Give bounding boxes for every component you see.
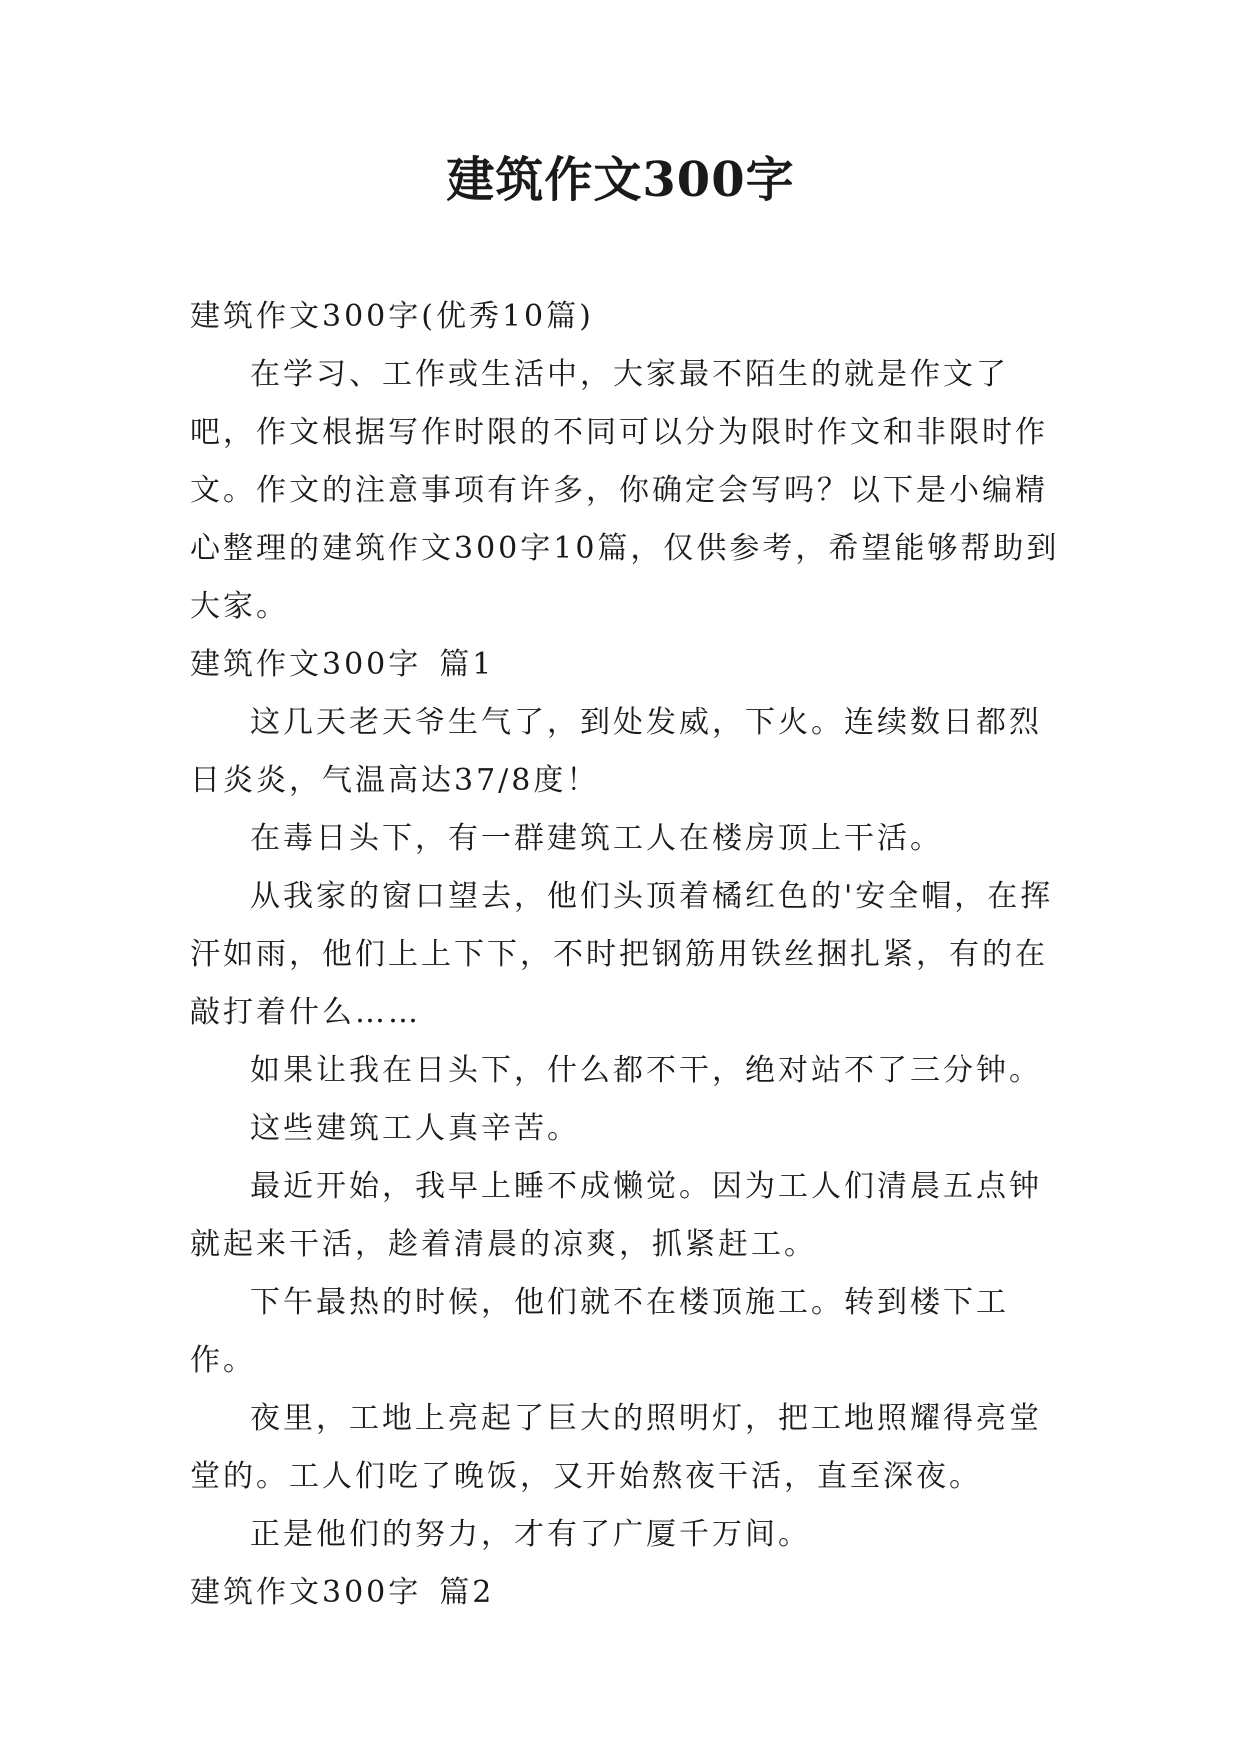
document-subtitle: 建筑作文300字(优秀10篇) xyxy=(190,299,594,334)
document-body xyxy=(190,288,1060,1622)
intro-paragraph: 在学习、工作或生活中，大家最不陌生的就是作文了吧，作文根据写作时限的不同可以分为限时作文和非限时作文。作文的注意事项有许多，你确定会写吗？以下是小编精心整理的建筑作文300字10篇，仅供参考，希望能够帮助到大家。 xyxy=(190,357,1060,624)
section-1-paragraph: 从我家的窗口望去，他们头顶着橘红色的'安全帽，在挥汗如雨，他们上上下下，不时把钢筋用铁丝捆扎紧，有的在敲打着什么…… xyxy=(190,879,1054,1030)
section-2-label: 篇2 xyxy=(439,1575,495,1610)
section-1-paragraph: 正是他们的努力，才有了广厦千万间。 xyxy=(250,1517,811,1552)
section-1-paragraph: 如果让我在日头下，什么都不干，绝对站不了三分钟。 xyxy=(250,1053,1042,1088)
section-1-paragraph: 这些建筑工人真辛苦。 xyxy=(250,1111,580,1146)
section-1-paragraph: 在毒日头下，有一群建筑工人在楼房顶上干活。 xyxy=(250,821,943,856)
section-1-paragraph: 夜里，工地上亮起了巨大的照明灯，把工地照耀得亮堂堂的。工人们吃了晚饭，又开始熬夜干活，直至深夜。 xyxy=(190,1401,1042,1494)
section-1-paragraph: 最近开始，我早上睡不成懒觉。因为工人们清晨五点钟就起来干活，趁着清晨的凉爽，抓紧赶工。 xyxy=(190,1169,1042,1262)
section-1-paragraph: 这几天老天爷生气了，到处发威，下火。连续数日都烈日炎炎，气温高达37/8度！ xyxy=(190,705,1042,798)
section-2-heading-text: 建筑作文300字 xyxy=(190,1575,422,1610)
document-title: 建筑作文300字 xyxy=(446,152,795,208)
section-1-label: 篇1 xyxy=(439,647,495,682)
section-2-heading xyxy=(190,1564,1060,1622)
section-1-heading-text: 建筑作文300字 xyxy=(190,647,422,682)
section-1-paragraph: 下午最热的时候，他们就不在楼顶施工。转到楼下工作。 xyxy=(190,1285,1009,1378)
section-1-heading xyxy=(190,636,1060,694)
